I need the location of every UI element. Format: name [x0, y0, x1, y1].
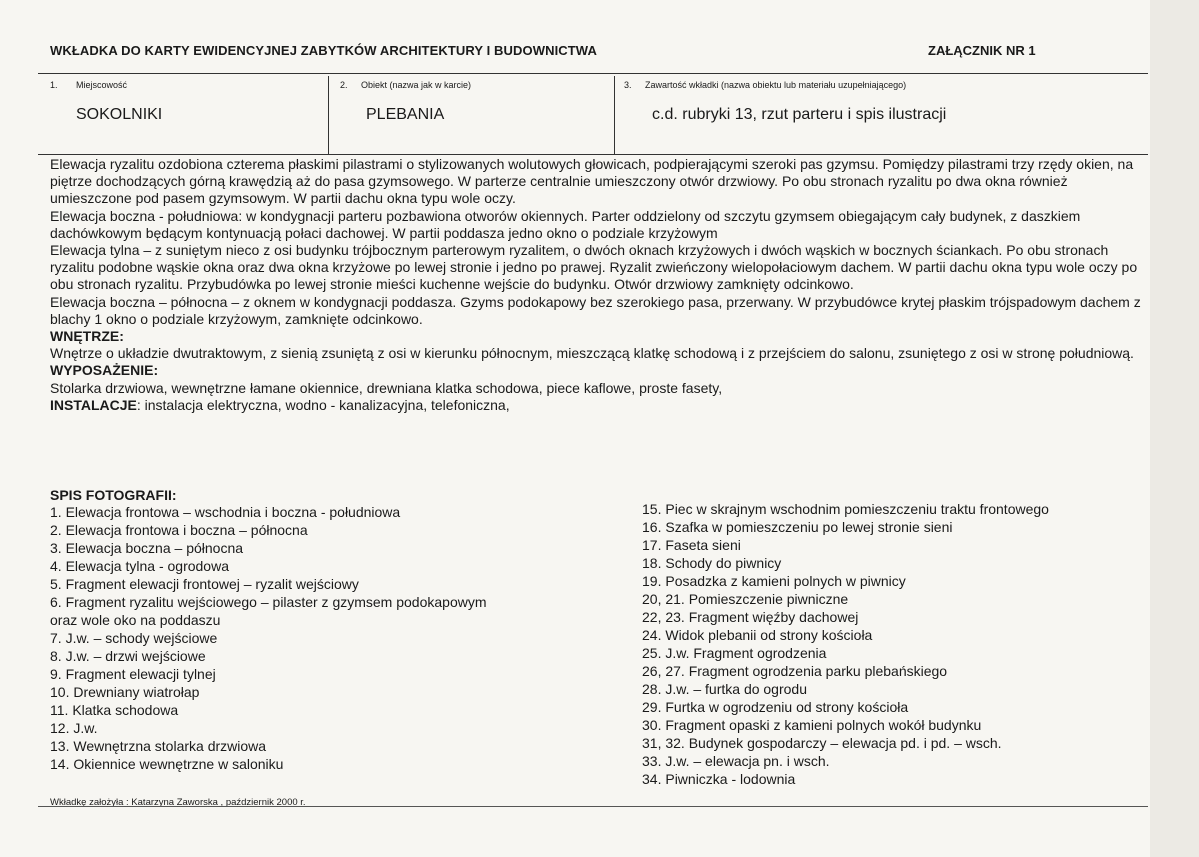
photos-list-left: [50, 503, 610, 773]
form-title: WKŁADKA DO KARTY EWIDENCYJNEJ ZABYTKÓW ARCHITEKTURY I BUDOWNICTWA: [50, 43, 597, 58]
list-item: 8. J.w. – drzwi wejściowe: [50, 648, 206, 664]
facade-front-paragraph: Elewacja ryzalitu ozdobiona czterema płaskimi pilastrami o stylizowanych wolutowych głowicach, podpierającymi szeroki pas gzymsu. Pomiędzy pilastrami trzy rzędy okien, na piętrze dochodzących górną krawędzią aż do pasa gzymsowego. W parterze centralnie umieszczony otwór drzwiowy. Po obu stronach ryzalitu po dwa okna również umieszczone pod pasem gzymsowym. W partii dachu okna typu wole oczy.: [50, 156, 1134, 207]
list-item: 3. Elewacja boczna – północna: [50, 540, 244, 556]
list-item: 2. Elewacja frontowa i boczna – północna: [50, 522, 308, 538]
field-1-number: 1.: [50, 80, 58, 90]
annex-label: ZAŁĄCZNIK NR 1: [928, 43, 1036, 58]
list-item: 22, 23. Fragment więźby dachowej: [642, 609, 859, 625]
photos-heading: SPIS FOTOGRAFII:: [50, 487, 177, 503]
list-item: 30. Fragment opaski z kamieni polnych wokół budynku: [642, 717, 982, 733]
equipment-heading: WYPOSAŻENIE:: [50, 362, 159, 379]
list-item: oraz wole oko na poddaszu: [50, 612, 221, 628]
installations-line: [50, 397, 1150, 414]
list-item: 17. Faseta sieni: [642, 537, 741, 553]
list-item: 16. Szafka w pomieszczeniu po lewej stronie sieni: [642, 519, 953, 535]
facade-rear-paragraph: Elewacja tylna – z suniętym nieco z osi budynku trójbocznym parterowym ryzalitem, o dwóch oknach krzyżowych i dwóch wąskich w bocznych ściankach. Po obu stronach ryzalitu podobne wąskie okna oraz dwa okna krzyżowe po lewej stronie i jedno po prawej. Ryzalit zwieńczony wielopołaciowym dachem. W partii dachu okna typu wole oczy po obu stronach ryzalitu. Przybudówka po lewej stronie mieści kuchenne wejście do budynku. Otwór drzwiowy zamknięty odcinkowo.: [50, 242, 1138, 293]
list-item: 4. Elewacja tylna - ogrodowa: [50, 558, 229, 574]
list-item: 26, 27. Fragment ogrodzenia parku plebańskiego: [642, 663, 948, 679]
list-item: 14. Okiennice wewnętrzne w saloniku: [50, 756, 284, 772]
cell-divider-2: [614, 76, 615, 154]
installations-text: : instalacja elektryczna, wodno - kanalizacyjna, telefoniczna,: [136, 396, 510, 413]
list-item: 10. Drewniany wiatrołap: [50, 684, 200, 700]
description-body: [50, 156, 1150, 414]
field-3-value: c.d. rubryki 13, rzut parteru i spis ilustracji: [652, 106, 947, 123]
list-item: 20, 21. Pomieszczenie piwniczne: [642, 591, 849, 607]
list-item: 25. J.w. Fragment ogrodzenia: [642, 645, 827, 661]
scan-edge: [1150, 0, 1199, 857]
facade-north-paragraph: Elewacja boczna – północna – z oknem w kondygnacji poddasza. Gzyms podokapowy bez szerokiego pasa, przerwany. W przybudówce krytej płaskim trójspadowym dachem z blachy 1 okno o podziale krzyżowym, zamknięte odcinkowo.: [50, 293, 1141, 327]
field-1-value: SOKOLNIKI: [76, 106, 163, 123]
list-item: 18. Schody do piwnicy: [642, 555, 782, 571]
list-item: 7. J.w. – schody wejściowe: [50, 630, 218, 646]
field-1-label: Miejscowość: [76, 80, 128, 90]
top-rule: [38, 73, 1148, 74]
interior-paragraph: Wnętrze o układzie dwutraktowym, z sienią zsuniętą z osi w kierunku północnym, mieszczącą klatkę schodową i z przejściem do salonu, zsuniętego z osi w stronę południową.: [50, 345, 1134, 362]
facade-south-paragraph: Elewacja boczna - południowa: w kondygnacji parteru pozbawiona otworów okiennych. Parter oddzielony od szczytu gzymsem obiegającym cały budynek, z daszkiem dachówkowym będącym kontynuacją połaci dachowej. W partii poddasza jedno okno o podziale krzyżowym: [50, 207, 1081, 241]
list-item: 11. Klatka schodowa: [50, 702, 179, 718]
cell-divider-1: [328, 76, 329, 154]
interior-heading: WNĘTRZE:: [50, 328, 124, 345]
field-3-number: 3.: [624, 80, 632, 90]
author-footer: Wkładkę założyła : Katarzyna Zaworska , październik 2000 r.: [50, 797, 306, 808]
list-item: 6. Fragment ryzalitu wejściowego – pilaster z gzymsem podokapowym: [50, 594, 487, 610]
list-item: 28. J.w. – furtka do ogrodu: [642, 681, 807, 697]
field-2-number: 2.: [340, 80, 348, 90]
field-2-value: PLEBANIA: [366, 106, 445, 123]
list-item: 1. Elewacja frontowa – wschodnia i boczna - południowa: [50, 504, 401, 520]
fields-grid: [38, 76, 1148, 155]
equipment-paragraph: Stolarka drzwiowa, wewnętrzne łamane okiennice, drewniana klatka schodowa, piece kaflowe, proste fasety,: [50, 379, 723, 396]
list-item: 5. Fragment elewacji frontowej – ryzalit wejściowy: [50, 576, 359, 592]
list-item: 12. J.w.: [50, 720, 98, 736]
installations-heading: INSTALACJE: [50, 396, 137, 413]
photos-list-right: [642, 500, 1142, 788]
list-item: 19. Posadzka z kamieni polnych w piwnicy: [642, 573, 906, 589]
list-item: 13. Wewnętrzna stolarka drzwiowa: [50, 738, 267, 754]
list-item: 31, 32. Budynek gospodarczy – elewacja pd. i pd. – wsch.: [642, 735, 1002, 751]
list-item: 15. Piec w skrajnym wschodnim pomieszczeniu traktu frontowego: [642, 501, 1049, 517]
field-3-label: Zawartość wkładki (nazwa obiektu lub materiału uzupełniającego): [645, 80, 907, 90]
list-item: 9. Fragment elewacji tylnej: [50, 666, 216, 682]
field-2-label: Obiekt (nazwa jak w karcie): [361, 80, 472, 90]
list-item: 24. Widok plebanii od strony kościoła: [642, 627, 873, 643]
list-item: 34. Piwniczka - lodownia: [642, 771, 796, 787]
list-item: 33. J.w. – elewacja pn. i wsch.: [642, 753, 830, 769]
footer-rule: [38, 806, 1148, 807]
list-item: 29. Furtka w ogrodzeniu od strony kościoła: [642, 699, 909, 715]
